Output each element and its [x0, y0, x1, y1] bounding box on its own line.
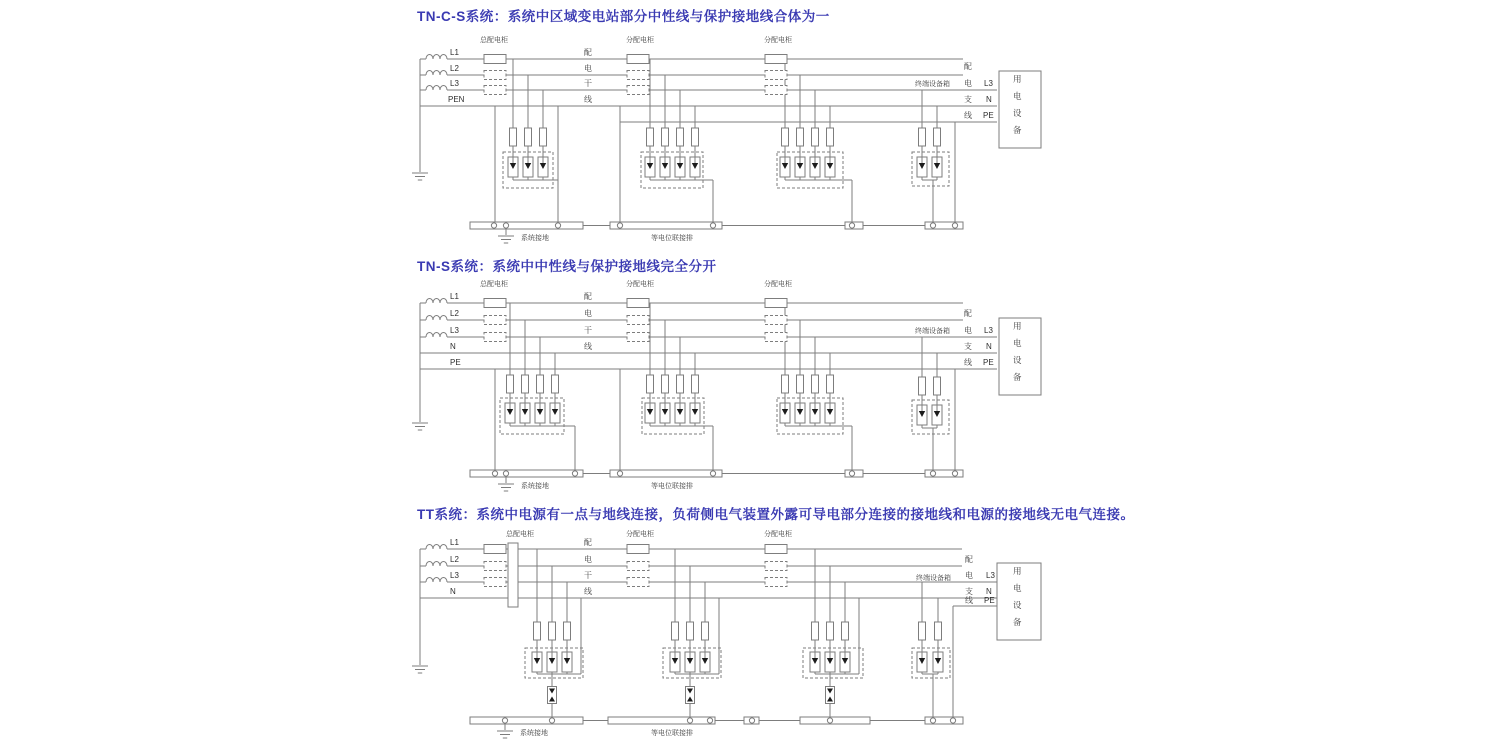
- ground-icons: [412, 173, 514, 243]
- system-ground-label: 系统接地: [520, 730, 548, 737]
- spd-fuse-icons: [507, 375, 941, 395]
- spd-groups: [525, 648, 950, 704]
- trunk-line-char: 电: [584, 309, 592, 318]
- equipotential-bar-label: 等电位联接排: [651, 483, 693, 490]
- diagram-title-tncs: TN-C-S系统：系统中区域变电站部分中性线与保护接地线合体为一: [417, 9, 830, 24]
- ground-icons: [412, 666, 513, 738]
- conductor-label-l3: L3: [450, 79, 459, 88]
- conductor-label-pen: PEN: [448, 95, 465, 104]
- trunk-line-char: 配: [584, 292, 592, 301]
- conductor-label-n: N: [450, 342, 456, 351]
- spd-groups: [503, 152, 949, 188]
- conductor-label-pe: PE: [450, 358, 461, 367]
- branch-line-char: 配: [965, 555, 973, 564]
- conductor-label-l3: L3: [450, 571, 459, 580]
- load-box-char: 备: [1013, 617, 1022, 627]
- conductor-label-l2: L2: [450, 64, 459, 73]
- branch-line-char: 线: [965, 596, 973, 605]
- trunk-line-char: 干: [584, 571, 592, 580]
- trunk-line-char: 线: [584, 95, 592, 104]
- branch-line-char: 支: [964, 95, 972, 104]
- branch-line-char: 配: [964, 62, 972, 71]
- sub-cabinet-label: 分配电柜: [626, 281, 654, 288]
- tt-schematic: [412, 543, 1041, 738]
- branch-line-char: 电: [965, 571, 973, 580]
- transformer-coil-icons: [426, 55, 447, 91]
- system-ground-label: 系统接地: [521, 483, 549, 490]
- conductor-label-l1: L1: [450, 292, 459, 301]
- trunk-line-char: 电: [584, 555, 592, 564]
- right-conductor-n: N: [986, 342, 992, 351]
- spd-groups: [500, 398, 949, 434]
- system-ground-label: 系统接地: [521, 235, 549, 242]
- conductor-label-l2: L2: [450, 555, 459, 564]
- load-box-char: 电: [1013, 338, 1022, 348]
- load-box-char: 用: [1013, 321, 1022, 331]
- main-cabinet-label: 总配电柜: [480, 37, 508, 44]
- right-conductor-pe: PE: [983, 111, 994, 120]
- branch-line-char: 支: [964, 342, 972, 351]
- spd-fuse-icons: [534, 622, 942, 640]
- trunk-line-char: 电: [584, 64, 592, 73]
- trunk-line-char: 线: [584, 587, 592, 596]
- branch-line-char: 支: [965, 587, 973, 596]
- trunk-line-char: 线: [584, 342, 592, 351]
- right-conductor-pe: PE: [983, 358, 994, 367]
- right-conductor-n: N: [986, 95, 992, 104]
- trunk-line-char: 干: [584, 326, 592, 335]
- sub-cabinet-label: 分配电柜: [764, 281, 792, 288]
- ground-icons: [412, 423, 514, 491]
- main-cabinet-label: 总配电柜: [480, 281, 508, 288]
- spark-gap-icon: [548, 687, 557, 704]
- equipotential-bar-label: 等电位联接排: [651, 235, 693, 242]
- load-box-char: 备: [1013, 372, 1022, 382]
- load-box-char: 设: [1013, 355, 1022, 365]
- load-box-char: 用: [1013, 74, 1022, 84]
- branch-line-char: 电: [964, 326, 972, 335]
- load-box-char: 设: [1013, 108, 1022, 118]
- tncs-wires: [420, 59, 997, 235]
- trunk-line-char: 干: [584, 79, 592, 88]
- load-box-char: 设: [1013, 600, 1022, 610]
- trunk-line-char: 配: [584, 48, 592, 57]
- right-conductor-n: N: [986, 587, 992, 596]
- sub-cabinet-label: 分配电柜: [764, 37, 792, 44]
- branch-line-char: 线: [964, 358, 972, 367]
- sub-cabinet-label: 分配电柜: [626, 37, 654, 44]
- transformer-coil-icons: [426, 299, 447, 338]
- conductor-label-l1: L1: [450, 538, 459, 547]
- diagram-title-tt: TT系统：系统中电源有一点与地线连接，负荷侧电气装置外露可导电部分连接的接地线和电源的接地线无电气连接。: [417, 507, 1135, 522]
- diagram-title-tns: TN-S系统：系统中中性线与保护接地线完全分开: [417, 259, 717, 274]
- main-cabinet-busbar: [508, 543, 518, 607]
- branch-line-char: 配: [964, 309, 972, 318]
- terminal-box-label: 终端设备箱: [915, 81, 950, 88]
- spark-gap-icon: [826, 687, 835, 704]
- conductor-label-n: N: [450, 587, 456, 596]
- conductor-label-l3: L3: [450, 326, 459, 335]
- load-box-char: 电: [1013, 91, 1022, 101]
- right-conductor-l3: L3: [986, 571, 995, 580]
- load-box-char: 备: [1013, 125, 1022, 135]
- sub-cabinet-label: 分配电柜: [626, 531, 654, 538]
- conductor-label-l1: L1: [450, 48, 459, 57]
- right-conductor-pe: PE: [984, 596, 995, 605]
- branch-line-char: 电: [964, 79, 972, 88]
- spark-gap-icon: [686, 687, 695, 704]
- main-cabinet-label: 总配电柜: [506, 531, 534, 538]
- conductor-label-l2: L2: [450, 309, 459, 318]
- load-box-char: 用: [1013, 566, 1022, 576]
- spd-fuse-icons: [510, 128, 941, 146]
- sub-cabinet-label: 分配电柜: [764, 531, 792, 538]
- transformer-coil-icons: [426, 545, 447, 583]
- right-conductor-l3: L3: [984, 79, 993, 88]
- terminal-box-label: 终端设备箱: [915, 328, 950, 335]
- load-box-char: 电: [1013, 583, 1022, 593]
- right-conductor-l3: L3: [984, 326, 993, 335]
- equipotential-bar-label: 等电位联接排: [651, 730, 693, 737]
- terminal-box-label: 终端设备箱: [916, 575, 951, 582]
- trunk-line-char: 配: [584, 538, 592, 547]
- branch-line-char: 线: [964, 111, 972, 120]
